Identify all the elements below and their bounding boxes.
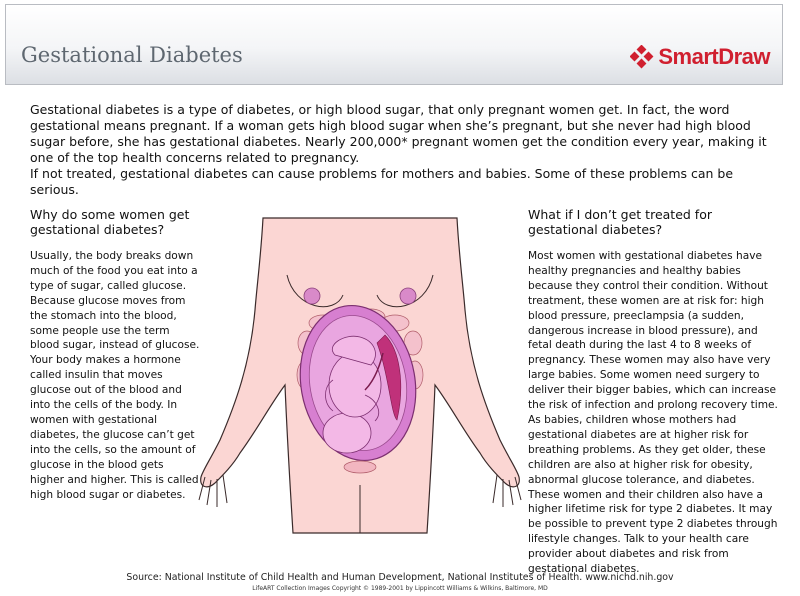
smartdraw-diamond-icon bbox=[630, 45, 654, 69]
left-column-heading: Why do some women get gestational diabetes? bbox=[30, 207, 190, 237]
right-areola bbox=[400, 288, 416, 304]
page-title: Gestational Diabetes bbox=[21, 43, 243, 67]
right-column-heading: What if I don’t get treated for gestational diabetes? bbox=[528, 207, 712, 237]
copyright-notice: LifeART Collection Images Copyright © 1989-2001 by Lippincott Williams & Wilkins, Baltimore, MD bbox=[252, 585, 548, 592]
right-column-body bbox=[528, 249, 778, 577]
smartdraw-logo bbox=[630, 42, 770, 72]
right-column-paragraph-2: As babies, children whose mothers had gestational diabetes are at higher risk for breathing problems. As they get older, these children are also at higher risk for obesity, abnormal glucose tolerance, and diabetes. These women and their children also have a higher lifetime risk for type 2 diabetes. It may be possible to prevent type 2 diabetes through lifestyle changes. Talk to your health care provider about diabetes and risk from gestational diabetes. bbox=[528, 413, 778, 576]
bladder bbox=[344, 461, 376, 473]
pregnant-body-illustration bbox=[195, 215, 525, 540]
left-areola bbox=[304, 288, 320, 304]
logo-text: SmartDraw bbox=[658, 44, 770, 69]
header-bar bbox=[5, 4, 783, 85]
source-credit: Source: National Institute of Child Health and Human Development, National Institutes of Health. www.nichd.nih.gov bbox=[126, 572, 674, 583]
left-column-body: Usually, the body breaks down much of the food you eat into a type of sugar, called glucose. Because glucose moves from the stomach into the blood, some people use the term blood sugar, instead of glucose. Your body makes a hormone called insulin that moves glucose out of the blood and into the cells of the body. In women with gestational diabetes, the glucose can’t get into the cells, so the amount of glucose in the blood gets higher and higher. This is called high blood sugar or diabetes. bbox=[30, 250, 200, 501]
intro-paragraph-2: If not treated, gestational diabetes can cause problems for mothers and babies. Some of these problems can be serious. bbox=[30, 166, 734, 197]
right-column-paragraph-1: Most women with gestational diabetes have healthy pregnancies and healthy babies because they control their condition. Without treatment, these women are at risk for: high blood pressure, preeclampsia (a sudden, dangerous increase in blood pressure), and fetal death during the last 4 to 8 weeks of pregnancy. These women may also have very large babies. Some women need surgery to deliver their bigger babies, which can increase the risk of infection and prolong recovery time. bbox=[528, 250, 778, 412]
intro-text bbox=[30, 102, 775, 198]
intro-paragraph-1: Gestational diabetes is a type of diabetes, or high blood sugar, that only pregnant women get. In fact, the word gestational means pregnant. If a woman gets high blood sugar when she’s pregnant, but she never had high blood sugar before, she has gestational diabetes. Nearly 200,000* pregnant women get the condition every year, making it one of the top health concerns related to pregnancy. bbox=[30, 102, 767, 165]
